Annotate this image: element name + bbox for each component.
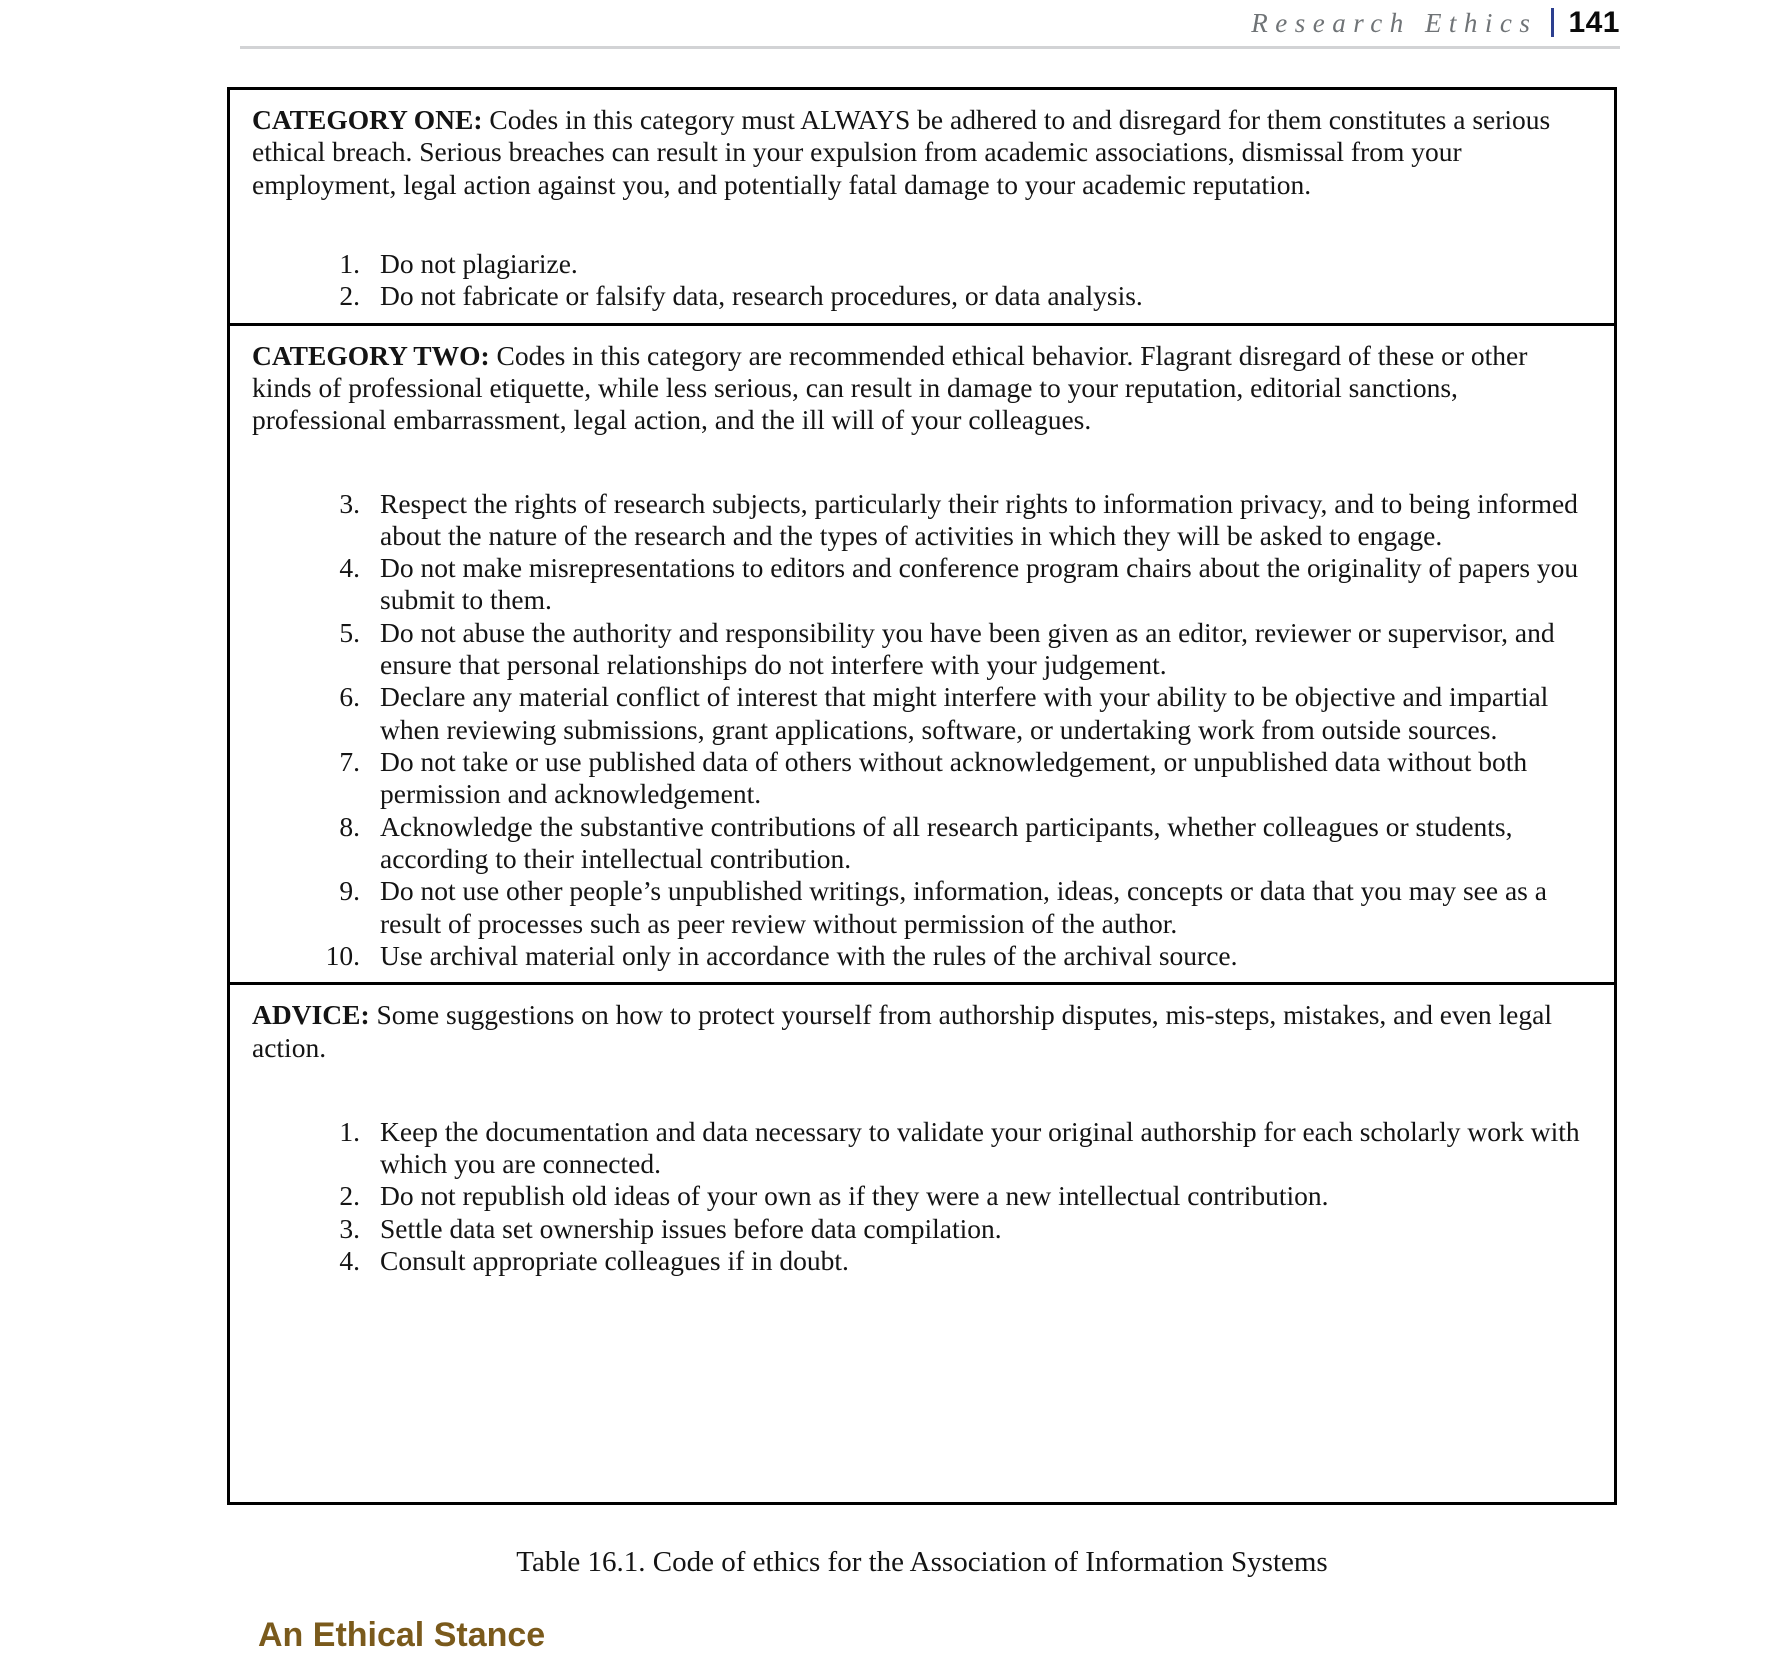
table-section-category-one bbox=[230, 90, 1614, 323]
advice-lead-text: Some suggestions on how to protect yourself from authorship disputes, mis-steps, mistakes, and even legal action. bbox=[252, 999, 1552, 1063]
list-item-number: 10. bbox=[325, 939, 360, 971]
list-item-number: 2. bbox=[339, 1180, 360, 1212]
page-number: 141 bbox=[1568, 6, 1620, 39]
list-item-number: 8. bbox=[339, 810, 360, 842]
list-item bbox=[252, 681, 1590, 746]
list-item-number: 1. bbox=[339, 247, 360, 279]
list-item bbox=[252, 280, 1590, 312]
category-two-label: CATEGORY TWO: bbox=[252, 339, 490, 371]
list-item-text: Do not fabricate or falsify data, research procedures, or data analysis. bbox=[380, 280, 1143, 312]
category-one-lead bbox=[252, 104, 1590, 201]
next-section-heading: An Ethical Stance bbox=[258, 1616, 546, 1654]
list-item-text: Do not plagiarize. bbox=[380, 247, 578, 279]
list-item bbox=[252, 552, 1590, 617]
list-item-number: 3. bbox=[339, 1212, 360, 1244]
list-item-text: Consult appropriate colleagues if in doubt. bbox=[380, 1245, 849, 1277]
list-item-text: Do not republish old ideas of your own as if they were a new intellectual contribution. bbox=[380, 1180, 1329, 1212]
list-item bbox=[252, 1116, 1590, 1181]
list-item-text: Keep the documentation and data necessary to validate your original authorship for each scholarly work with which you are connected. bbox=[380, 1115, 1580, 1180]
list-item bbox=[252, 940, 1590, 972]
list-item bbox=[252, 811, 1590, 876]
list-item bbox=[252, 248, 1590, 280]
list-item bbox=[252, 1180, 1590, 1212]
advice-label: ADVICE: bbox=[252, 999, 370, 1031]
list-item bbox=[252, 875, 1590, 940]
page-running-header bbox=[240, 4, 1620, 50]
list-item-number: 1. bbox=[339, 1115, 360, 1147]
list-item bbox=[252, 746, 1590, 811]
header-separator-bar bbox=[1551, 8, 1554, 37]
list-item bbox=[252, 617, 1590, 682]
advice-lead bbox=[252, 999, 1590, 1064]
advice-list bbox=[252, 1116, 1590, 1278]
header-divider-rule bbox=[240, 46, 1620, 49]
list-item-number: 4. bbox=[339, 552, 360, 584]
list-item-number: 9. bbox=[339, 875, 360, 907]
list-item-text: Do not make misrepresentations to editors and conference program chairs about the originality of papers you submit to them. bbox=[380, 552, 1579, 616]
list-item-number: 4. bbox=[339, 1245, 360, 1277]
category-one-label: CATEGORY ONE: bbox=[252, 104, 483, 135]
code-of-ethics-table bbox=[227, 87, 1617, 1505]
list-item-number: 2. bbox=[339, 280, 360, 312]
list-item bbox=[252, 1213, 1590, 1245]
category-one-list bbox=[252, 248, 1590, 313]
category-two-list bbox=[252, 488, 1590, 973]
list-item-number: 3. bbox=[339, 487, 360, 519]
list-item-text: Respect the rights of research subjects, particularly their rights to information privacy, and to being informed about the nature of the research and the types of activities in which they will be asked to engage. bbox=[380, 487, 1578, 551]
list-item bbox=[252, 1245, 1590, 1277]
list-item-text: Acknowledge the substantive contributions of all research participants, whether colleagues or students, according to their intellectual contribution. bbox=[380, 810, 1513, 874]
list-item-number: 5. bbox=[339, 616, 360, 648]
list-item-text: Do not take or use published data of others without acknowledgement, or unpublished data without both permission and acknowledgement. bbox=[380, 746, 1528, 810]
list-item-text: Do not abuse the authority and responsibility you have been given as an editor, reviewer or supervisor, and ensure that personal relationships do not interfere with your judgement. bbox=[380, 616, 1555, 681]
table-section-category-two bbox=[230, 323, 1614, 983]
list-item-text: Do not use other people’s unpublished writings, information, ideas, concepts or data that you may see as a result of processes such as peer review without permission of the author. bbox=[380, 875, 1547, 939]
category-one-lead-text: Codes in this category must ALWAYS be adhered to and disregard for them constitutes a serious ethical breach. Serious breaches can result in your expulsion from academic associations, dismissal from your employment, legal action against you, and potentially fatal damage to your academic reputation. bbox=[252, 104, 1551, 200]
list-item-number: 7. bbox=[339, 746, 360, 777]
list-item-text: Use archival material only in accordance with the rules of the archival source. bbox=[380, 939, 1238, 971]
list-item bbox=[252, 488, 1590, 553]
list-item-text: Declare any material conflict of interest that might interfere with your ability to be objective and impartial when reviewing submissions, grant applications, software, or undertaking work from outside sources. bbox=[380, 681, 1549, 745]
list-item-text: Settle data set ownership issues before data compilation. bbox=[380, 1212, 1002, 1244]
category-two-lead bbox=[252, 340, 1590, 437]
table-section-advice bbox=[230, 982, 1614, 1287]
list-item-number: 6. bbox=[339, 681, 360, 713]
category-two-lead-text: Codes in this category are recommended ethical behavior. Flagrant disregard of these or other kinds of professional etiquette, while less serious, can result in damage to your reputation, editorial sanctions, professional embarrassment, legal action, and the ill will of your colleagues. bbox=[252, 339, 1528, 436]
table-caption: Table 16.1. Code of ethics for the Association of Information Systems bbox=[516, 1546, 1328, 1578]
header-book-section-title: Research Ethics bbox=[1251, 8, 1538, 38]
